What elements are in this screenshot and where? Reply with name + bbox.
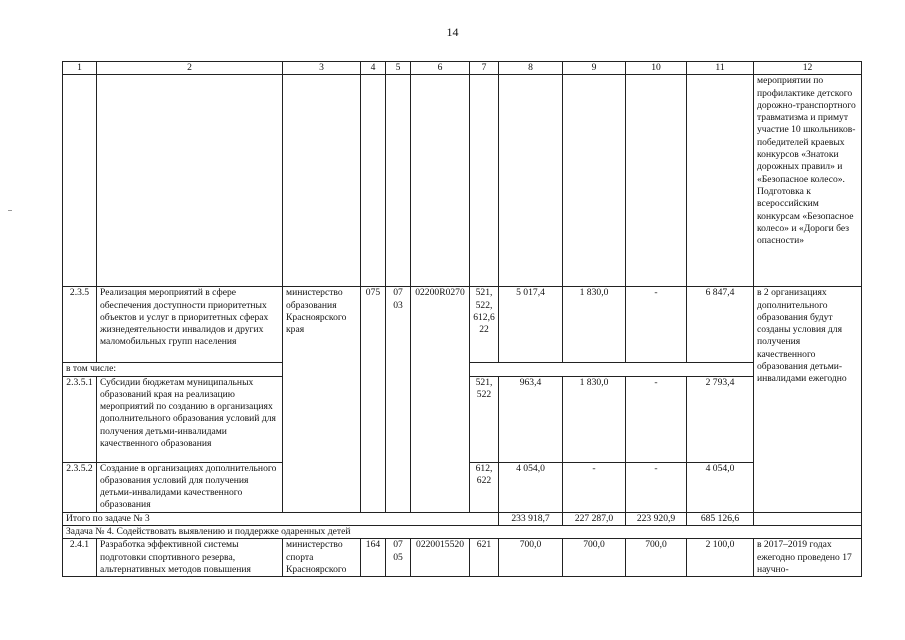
task-heading: Задача № 4. Содействовать выявлению и поддержке одаренных детей <box>63 526 862 539</box>
amount-2017: 5 017,4 <box>499 287 563 363</box>
table-row <box>63 376 862 462</box>
amount-2017: 4 054,0 <box>499 462 563 512</box>
csr-code: 0220015520 <box>411 539 470 577</box>
table-row <box>63 287 862 363</box>
column-number: 4 <box>361 62 386 75</box>
rzpr-code: 07 03 <box>386 287 411 363</box>
amount-2019: - <box>626 462 687 512</box>
item-number: 2.3.5 <box>63 287 97 363</box>
amount-total: 6 847,4 <box>687 287 754 363</box>
page-number: 14 <box>446 25 459 39</box>
vr-code: 612, 622 <box>470 462 499 512</box>
table-row <box>63 539 862 577</box>
budget-table <box>62 61 862 577</box>
column-number: 5 <box>386 62 411 75</box>
subtotal-row <box>63 512 862 525</box>
column-number: 3 <box>283 62 361 75</box>
column-number: 10 <box>626 62 687 75</box>
column-number: 2 <box>97 62 283 75</box>
subtotal-2017: 233 918,7 <box>499 512 563 525</box>
column-number: 6 <box>411 62 470 75</box>
item-number: 2.3.5.1 <box>63 376 97 462</box>
subtotal-total: 685 126,6 <box>687 512 754 525</box>
amount-2018: 1 830,0 <box>563 287 626 363</box>
amount-2019: - <box>626 376 687 462</box>
grbs-code: 075 <box>361 287 386 363</box>
amount-total: 2 100,0 <box>687 539 754 577</box>
rzpr-code: 07 05 <box>386 539 411 577</box>
column-number: 8 <box>499 62 563 75</box>
vr-code: 521, 522 <box>470 376 499 462</box>
continuation-row <box>63 75 862 287</box>
including-row <box>63 363 862 376</box>
amount-total: 2 793,4 <box>687 376 754 462</box>
grbs-code: 164 <box>361 539 386 577</box>
result-continuation: мероприятии по профилактике детского дорожно-транспортного травматизма и примут участие 10 школьников-победителей краевых конкурсов «Знатоки дорожных правил» и «Безопасное колесо». Подготовка к всероссийским конкурсам «Безопасное колесо» и «Дороги без опасности» <box>754 75 862 287</box>
csr-code: 02200R0270 <box>411 287 470 363</box>
column-numbers-row <box>63 62 862 75</box>
column-number: 12 <box>754 62 862 75</box>
item-name: Реализация мероприятий в сфере обеспечения доступности приоритетных объектов и услуг в приоритетных сферах жизнедеятельности инвалидов и других маломобильных групп населения <box>97 287 283 363</box>
subtotal-2019: 223 920,9 <box>626 512 687 525</box>
result: в 2 организациях дополнительного образования будут созданы условия для получения качественного образования детьми-инвалидами ежегодно <box>754 287 862 512</box>
executor: министерство образования Красноярского края <box>283 287 361 363</box>
table-row <box>63 462 862 512</box>
item-number: 2.4.1 <box>63 539 97 577</box>
task-heading-row <box>63 526 862 539</box>
amount-2018: 1 830,0 <box>563 376 626 462</box>
amount-2017: 963,4 <box>499 376 563 462</box>
executor: министерство спорта Красноярского <box>283 539 361 577</box>
subtotal-2018: 227 287,0 <box>563 512 626 525</box>
item-name: Разработка эффективной системы подготовки спортивного резерва, альтернативных методов повышения <box>97 539 283 577</box>
result: в 2017–2019 годах ежегодно проведено 17 научно- <box>754 539 862 577</box>
vr-code: 621 <box>470 539 499 577</box>
subtotal-label: Итого по задаче № 3 <box>63 512 499 525</box>
amount-2018: - <box>563 462 626 512</box>
item-name: Субсидии бюджетам муниципальных образований края на реализацию мероприятий по созданию в организациях дополнительного образования условий для получения детьми-инвалидами качественного образования <box>97 376 283 462</box>
amount-2017: 700,0 <box>499 539 563 577</box>
column-number: 9 <box>563 62 626 75</box>
including-label: в том числе: <box>63 363 283 376</box>
amount-2019: - <box>626 287 687 363</box>
column-number: 7 <box>470 62 499 75</box>
margin-mark <box>8 210 12 211</box>
column-number: 1 <box>63 62 97 75</box>
amount-total: 4 054,0 <box>687 462 754 512</box>
amount-2018: 700,0 <box>563 539 626 577</box>
amount-2019: 700,0 <box>626 539 687 577</box>
column-number: 11 <box>687 62 754 75</box>
item-number: 2.3.5.2 <box>63 462 97 512</box>
item-name: Создание в организациях дополнительного образования условий для получения детьми-инвалидами качественного образования <box>97 462 283 512</box>
vr-code: 521, 522, 612,6 22 <box>470 287 499 363</box>
